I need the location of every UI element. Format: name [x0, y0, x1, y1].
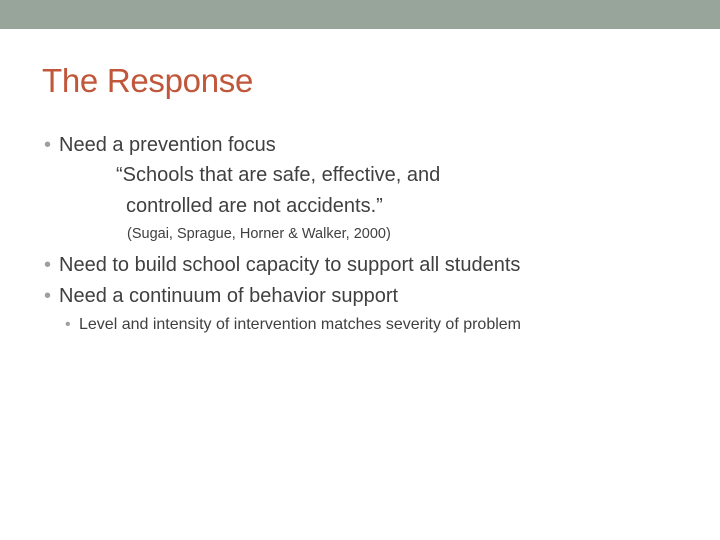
bullet-icon: • [44, 285, 52, 307]
slide-title: The Response [42, 62, 254, 99]
bullet-icon: • [44, 134, 52, 156]
citation: (Sugai, Sprague, Horner & Walker, 2000) [127, 226, 391, 242]
slide-top-bar [0, 0, 720, 29]
quote-line-1: “Schools that are safe, effective, and [116, 164, 441, 186]
bullet-school-capacity: Need to build school capacity to support all students [59, 254, 521, 276]
sub-bullet-icon: • [65, 316, 71, 333]
bullet-behavior-continuum: Need a continuum of behavior support [59, 285, 399, 307]
bullet-prevention-focus: Need a prevention focus [59, 134, 276, 156]
quote-line-2: controlled are not accidents.” [126, 195, 383, 217]
bullet-icon: • [44, 254, 52, 276]
sub-bullet-intervention-level: Level and intensity of intervention matches severity of problem [79, 316, 522, 333]
